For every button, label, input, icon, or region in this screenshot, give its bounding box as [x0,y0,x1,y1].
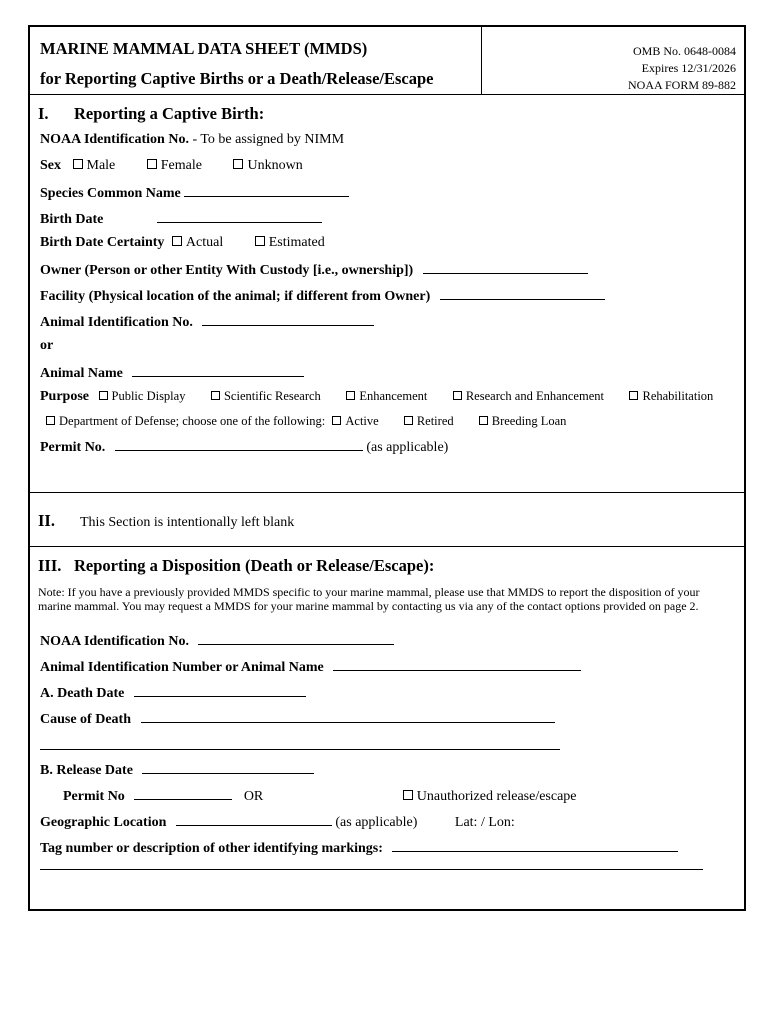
section-divider [30,492,744,493]
form-number: NOAA FORM 89-882 [627,78,736,92]
dod-row [46,414,566,429]
cause-label: Cause of Death [40,712,131,727]
purpose-label: Purpose [40,389,89,404]
sex-option-unknown[interactable]: Unknown [233,158,302,173]
checkbox-icon[interactable] [629,391,638,400]
animal-name-row [40,364,304,382]
permit-label: Permit No. [40,440,106,455]
release-date-field[interactable] [142,761,314,774]
disp-permit-label: Permit No [63,789,125,804]
purpose-option-enhancement[interactable]: Enhancement [346,389,427,403]
purpose-option-scientific-research[interactable]: Scientific Research [211,389,321,403]
lat-lon-label: Lat: / Lon: [454,815,515,830]
checkbox-icon[interactable] [346,391,355,400]
note-line-2: marine mammal. You may request a MMDS for your marine mammal by contacting us via any of the contact options provided on page 2. [38,599,699,613]
checkbox-icon[interactable] [404,416,413,425]
dod-option-retired[interactable]: Retired [404,414,454,428]
sex-option-male[interactable]: Male [73,158,116,173]
purpose-option-rehabilitation[interactable]: Rehabilitation [629,389,713,403]
checkbox-icon[interactable] [99,391,108,400]
section-2-text: This Section is intentionally left blank [80,515,295,530]
purpose-option-research-enhancement[interactable]: Research and Enhancement [453,389,604,403]
note-line-1: Note: If you have a previously provided MMDS specific to your marine mammal, please use that MMDS to report the disposition of your [38,585,700,599]
birth-date-label: Birth Date [40,212,104,227]
animal-id-field[interactable] [202,313,374,326]
release-date-label: B. Release Date [40,763,133,778]
sex-label: Sex [40,158,61,173]
section-3-title: Reporting a Disposition (Death or Release/Escape): [74,556,435,575]
death-date-label: A. Death Date [40,686,125,701]
species-row [40,184,349,202]
checkbox-icon[interactable] [73,159,83,169]
geo-note: (as applicable) [335,815,418,830]
disp-noaa-id-label: NOAA Identification No. [40,634,189,649]
or-row [40,338,53,354]
section-3-heading [38,556,434,576]
omb-number: OMB No. 0648-0084 [632,44,736,58]
disp-permit-field[interactable] [134,787,232,800]
disp-permit-row [63,787,577,805]
noaa-id-row [40,132,344,148]
facility-label: Facility (Physical location of the animal; if different from Owner) [40,289,431,304]
owner-row [40,261,588,279]
disp-animal-row [40,658,581,676]
birth-certainty-label: Birth Date Certainty [40,235,165,250]
cause-field-line-2[interactable] [40,749,560,750]
checkbox-icon[interactable] [211,391,220,400]
checkbox-icon[interactable] [147,159,157,169]
disp-noaa-id-row [40,632,394,650]
birth-date-row [40,210,322,228]
death-date-row [40,684,306,702]
section-1-title: Reporting a Captive Birth: [74,104,265,123]
purpose-option-public-display[interactable]: Public Display [99,389,186,403]
purpose-row [40,389,713,405]
release-date-row [40,761,314,779]
noaa-id-label: NOAA Identification No. [40,132,189,147]
facility-field[interactable] [440,287,605,300]
header-divider [481,27,482,94]
checkbox-icon[interactable] [233,159,243,169]
section-1-number: I. [38,104,49,123]
expiration-date: Expires 12/31/2026 [641,61,736,75]
dod-option-active[interactable]: Active [332,414,378,428]
checkbox-icon[interactable] [172,236,182,246]
geo-field[interactable] [176,813,332,826]
owner-label: Owner (Person or other Entity With Custody [i.e., ownership]) [40,263,414,278]
section-3-number: III. [38,556,62,575]
form-subtitle: for Reporting Captive Births or a Death/Release/Escape [40,69,434,88]
form-title: MARINE MAMMAL DATA SHEET (MMDS) [40,39,368,58]
dod-option-breeding-loan[interactable]: Breeding Loan [479,414,567,428]
birth-certainty-row [40,235,325,251]
cause-field[interactable] [141,710,555,723]
sex-option-female[interactable]: Female [147,158,202,173]
checkbox-icon[interactable] [46,416,55,425]
certainty-option-actual[interactable]: Actual [172,235,223,250]
section-1-heading [38,104,264,124]
checkbox-icon[interactable] [255,236,265,246]
checkbox-icon[interactable] [403,790,413,800]
disp-noaa-id-field[interactable] [198,632,394,645]
geo-row [40,813,515,831]
geo-label: Geographic Location [40,815,167,830]
facility-row [40,287,605,305]
purpose-option-dod[interactable]: Department of Defense; choose one of the following: [46,414,325,428]
section-divider [30,546,744,547]
birth-date-field[interactable] [157,210,322,223]
disp-animal-field[interactable] [333,658,581,671]
tag-field[interactable] [392,839,678,852]
tag-label: Tag number or description of other identifying markings: [40,841,383,856]
marine-mammal-data-sheet-form [28,25,746,911]
noaa-id-note: - To be assigned by NIMM [188,132,345,147]
form-header [30,27,744,95]
checkbox-icon[interactable] [453,391,462,400]
section-2-heading [38,511,294,531]
death-date-field[interactable] [134,684,306,697]
species-label: Species Common Name [40,186,181,201]
section-2-number: II. [38,511,55,530]
animal-name-label: Animal Name [40,366,123,381]
permit-field[interactable] [115,438,363,451]
sex-row [40,158,303,174]
cause-row [40,710,555,728]
checkbox-icon[interactable] [332,416,341,425]
tag-row [40,839,678,857]
permit-note: (as applicable) [366,440,449,455]
species-field[interactable] [184,184,349,197]
animal-name-field[interactable] [132,364,304,377]
checkbox-icon[interactable] [479,416,488,425]
or-label: or [40,338,54,353]
section-3-note [38,585,738,613]
or-label: OR [243,789,264,804]
owner-field[interactable] [423,261,588,274]
unauthorized-option[interactable]: Unauthorized release/escape [403,789,577,804]
tag-field-line-2[interactable] [40,869,703,870]
permit-row [40,438,448,456]
certainty-option-estimated[interactable]: Estimated [255,235,325,250]
animal-id-label: Animal Identification No. [40,315,193,330]
animal-id-row [40,313,374,331]
disp-animal-label: Animal Identification Number or Animal Name [40,660,324,675]
